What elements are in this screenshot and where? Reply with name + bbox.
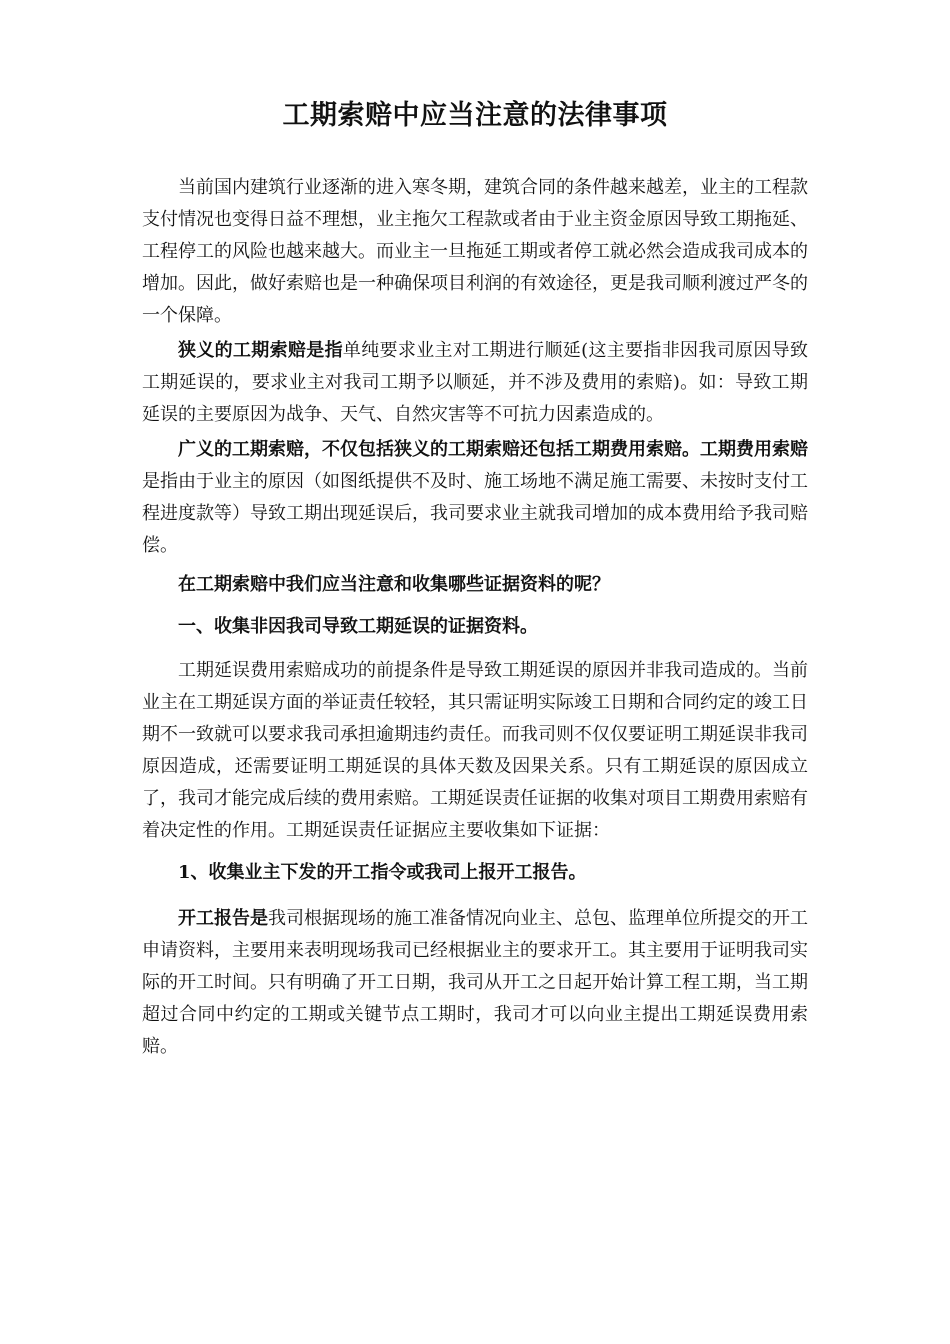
paragraph-start-report — [142, 903, 808, 1063]
broad-claim-term: 广义的工期索赔，不仅包括狭义的工期索赔还包括工期费用索赔。工期费用索赔 — [178, 439, 808, 460]
item-heading-1: 1、收集业主下发的开工指令或我司上报开工报告。 — [178, 862, 587, 883]
paragraph-intro: 当前国内建筑行业逐渐的进入寒冬期，建筑合同的条件越来越差，业主的工程款支付情况也变得日益不理想，业主拖欠工程款或者由于业主资金原因导致工期拖延、工程停工的风险也越来越大。而业主一旦拖延工期或者停工就必然会造成我司成本的增加。因此，做好索赔也是一种确保项目利润的有效途径，更是我司顺利渡过严冬的一个保障。 — [142, 177, 808, 326]
section-heading-1: 一、收集非因我司导致工期延误的证据资料。 — [178, 616, 538, 637]
question-heading: 在工期索赔中我们应当注意和收集哪些证据资料的呢？ — [178, 574, 610, 595]
document-title: 工期索赔中应当注意的法律事项 — [282, 100, 668, 131]
paragraph-delay-evidence: 工期延误费用索赔成功的前提条件是导致工期延误的原因并非我司造成的。当前业主在工期延误方面的举证责任较轻，其只需证明实际竣工日期和合同约定的竣工日期不一致就可以要求我司承担逾期违约责任。而我司则不仅仅要证明工期延误非我司原因造成，还需要证明工期延误的具体天数及因果关系。只有工期延误的原因成立了，我司才能完成后续的费用索赔。工期延误责任证据的收集对项目工期费用索赔有着决定性的作用。工期延误责任证据应主要收集如下证据： — [142, 660, 808, 841]
narrow-claim-definition: 单纯要求业主对工期进行顺延(这主要指非因我司原因导致工期延误的，要求业主对我司工期予以顺延，并不涉及费用的索赔)。如：导致工期延误的主要原因为战争、天气、自然灾害等不可抗力因素造成的。 — [142, 340, 808, 425]
start-report-definition: 我司根据现场的施工准备情况向业主、总包、监理单位所提交的开工申请资料，主要用来表明现场我司已经根据业主的要求开工。其主要用于证明我司实际的开工时间。只有明确了开工日期，我司从开工之日起开始计算工程工期，当工期超过合同中约定的工期或关键节点工期时，我司才可以向业主提出工期延误费用索赔。 — [142, 908, 808, 1057]
start-report-term: 开工报告是 — [178, 908, 268, 929]
narrow-claim-term: 狭义的工期索赔是指 — [178, 340, 343, 361]
broad-claim-definition: 是指由于业主的原因（如图纸提供不及时、施工场地不满足施工需要、未按时支付工程进度款等）导致工期出现延误后，我司要求业主就我司增加的成本费用给予我司赔偿。 — [142, 471, 808, 556]
paragraph-narrow-claim — [142, 335, 808, 431]
document-page — [142, 0, 808, 1063]
paragraph-broad-claim — [142, 434, 808, 562]
